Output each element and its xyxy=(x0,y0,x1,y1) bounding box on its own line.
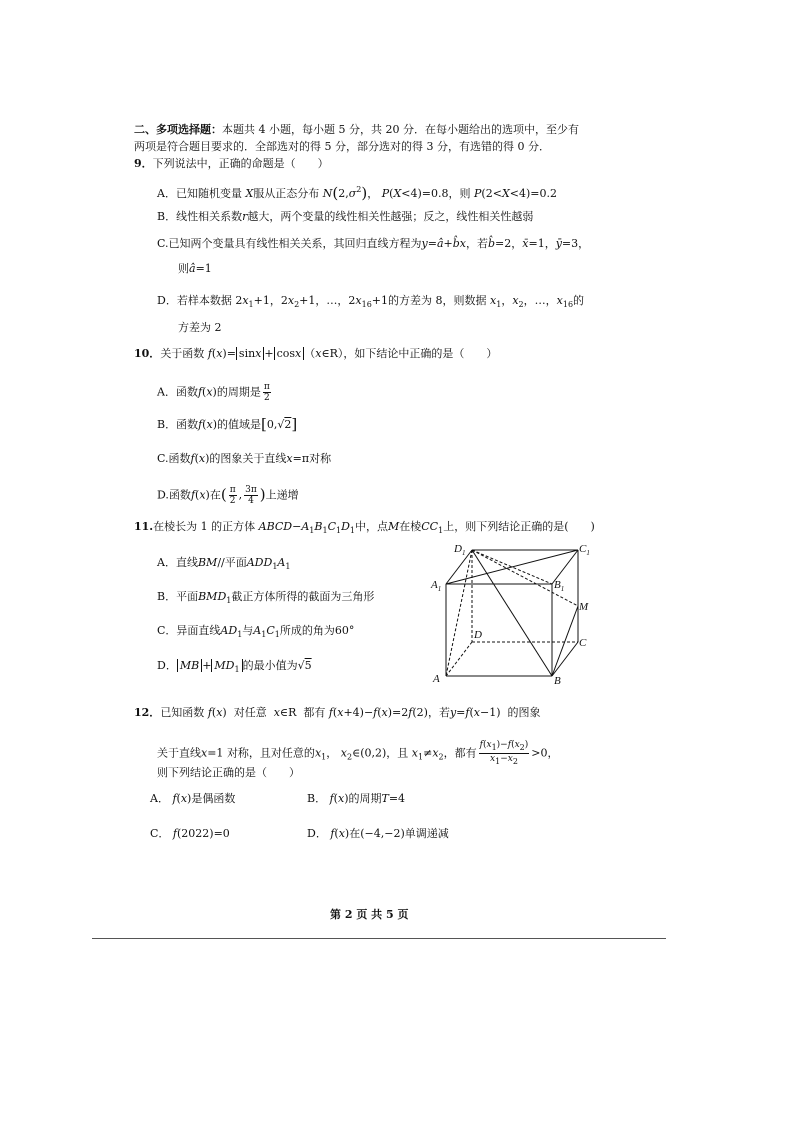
q10-c-text: 函数 xyxy=(168,452,191,465)
q9-option-c-cont: 则â=1 xyxy=(178,262,212,275)
label-C: C xyxy=(579,637,587,649)
q10-stem-1: 关于函数 xyxy=(160,347,205,360)
q10-stem-line: 10．关于函数 f(x)= sinx + cosx （x∈R），如下结论中正确的是（ ） xyxy=(134,347,498,360)
q11-stem-3: 在棱 xyxy=(399,520,422,533)
q10-number: 10． xyxy=(134,347,161,360)
q10-option-d: D.函数f(x)在( $\frac{\pi}{2}$ , $\frac{3\pi}{4}$ )上递增 xyxy=(157,485,299,506)
q10-option-c: C.函数f(x)的图象关于直线x=π对称 xyxy=(157,452,332,465)
q10-d-text: 函数 xyxy=(168,488,191,502)
label-B: B xyxy=(554,675,561,684)
q10-a-text: 函数 xyxy=(175,385,198,399)
q9-b-text-1: 线性相关系数 xyxy=(176,210,243,223)
q10-c-tail: 的图象关于直线 xyxy=(209,452,287,465)
label-B1: $B_1$ xyxy=(554,579,565,593)
q12-stem-5: 的图象 xyxy=(507,706,541,719)
q11-b-text-2: 截正方体所得的截面为三角形 xyxy=(231,590,375,603)
q10-stem-2: ，如下结论中正确的是（ ） xyxy=(343,347,498,360)
q11-option-b: B．平面$BMD_1$截正方体所得的截面为三角形 xyxy=(157,590,375,605)
q12-stem-line: 12．已知函数 f(x) 对任意 x∈R 都有 f(x+4)−f(x)=2f(2)，若y=f(x−1) 的图象 xyxy=(134,706,541,719)
q11-stem-4: 上，则下列结论正确的是( ) xyxy=(443,520,595,533)
q12-d-text-1: 在 xyxy=(349,827,361,840)
q9-option-a: A．已知随机变量 X服从正态分布 $N(2,\sigma^2)$， P(X<4)=0.8，则 P(2<X<4)=0.2 xyxy=(157,184,557,202)
q9-a-text: 已知随机变量 xyxy=(175,187,242,200)
q11-b-text-1: 平面 xyxy=(176,590,199,603)
section-instructions-2: 两项是符合题目要求的．全部选对的得 5 分，部分选对的得 3 分，有选错的得 0 分． xyxy=(134,140,550,153)
q11-c-label: C． xyxy=(157,624,177,637)
q9-stem-line xyxy=(134,156,329,172)
q11-a-text-1: 直线 xyxy=(175,556,198,569)
q10-b-label: B． xyxy=(157,418,177,431)
q12-option-b: B． f(x)的周期T=4 xyxy=(307,792,406,805)
label-A: A xyxy=(433,673,440,684)
q12-number: 12． xyxy=(134,706,161,719)
line-D1M xyxy=(472,550,578,606)
q11-d-label: D． xyxy=(157,659,177,672)
q12-b-label: B． xyxy=(307,792,327,805)
q10-c-label: C. xyxy=(157,452,169,465)
q12-d-text-2: 单调递减 xyxy=(404,827,449,840)
section-header-line-1 xyxy=(134,122,579,138)
q10-option-b: B．函数f(x)的值域是[0,√2] xyxy=(157,415,298,433)
q9-a-text-2: 服从正态分布 xyxy=(253,187,320,200)
section-title: 二、多项选择题： xyxy=(134,123,222,136)
q10-c-end: 对称 xyxy=(309,452,332,465)
q12-stem-1: 已知函数 xyxy=(160,706,205,719)
q12-line2-4: ，都有 xyxy=(443,746,477,760)
q10-option-a: A．函数f(x)的周期是 $\frac{\pi}{2}$ xyxy=(157,382,270,403)
q9-d-text-1: 若样本数据 xyxy=(176,294,232,307)
q11-option-a: A．直线BM//平面$ADD_1A_1$ xyxy=(157,556,291,571)
q9-a-text-3: ，则 xyxy=(448,187,471,200)
label-A1: $A_1$ xyxy=(431,579,442,593)
section-instructions-1: 本题共 4 小题，每小题 5 分，共 20 分．在每小题给出的选项中，至少有 xyxy=(222,123,579,136)
q12-option-d: D． f(x)在(−4,−2)单调递减 xyxy=(307,827,449,840)
q10-d-tail: 在 xyxy=(209,488,221,502)
q12-d-label: D． xyxy=(307,827,327,840)
q12-line2-2: 对称，且对任意的 xyxy=(226,746,315,760)
edge-BC xyxy=(552,642,578,676)
q9-option-b: B．线性相关系数r越大，两个变量的线性相关性越强；反之，线性相关性越弱 xyxy=(157,210,534,223)
q12-a-label: A． xyxy=(150,792,169,805)
q10-b-tail: 的值域是 xyxy=(216,418,261,431)
label-D: D xyxy=(474,629,482,641)
q12-option-c: C． f(2022)=0 xyxy=(150,827,230,840)
q11-b-label: B． xyxy=(157,590,177,603)
q9-b-label: B． xyxy=(157,210,177,223)
q9-c-label: C. xyxy=(157,237,169,250)
footer-divider xyxy=(92,938,666,939)
line-D1B xyxy=(472,550,552,676)
label-M: M xyxy=(579,601,589,613)
q9-d-text-3: 的 xyxy=(573,294,585,307)
q12-line-3: 则下列结论正确的是（ ） xyxy=(157,766,300,779)
line-BM xyxy=(552,606,578,676)
page-number: 第 2 页 共 5 页 xyxy=(330,908,409,921)
q11-option-c: C．异面直线$AD_1$与$A_1C_1$所成的角为60° xyxy=(157,624,355,639)
q11-stem-line: 11.在棱长为 1 的正方体 $ABCD-A_1B_1C_1D_1$中，点M在棱$CC_1$上，则下列结论正确的是( ) xyxy=(134,520,595,535)
q11-d-text: 的最小值为 xyxy=(242,659,298,672)
label-D1: $D_1$ xyxy=(454,543,466,557)
q12-stem-3: 都有 xyxy=(303,706,326,719)
q12-option-a: A． f(x)是偶函数 xyxy=(150,792,236,805)
q10-d-end: 上递增 xyxy=(265,488,299,502)
q11-a-text-2: 平面 xyxy=(224,556,247,569)
cube-figure xyxy=(428,538,598,684)
q9-a-label: A． xyxy=(157,187,176,200)
q12-line-2: 关于直线x=1 对称，且对任意的$x_1$， $x_2\in(0,2)$，且 $x_1\ne x_2$，都有 $\frac{f(x1)-f(x2)}{x1-x2}$ >0， xyxy=(157,740,559,766)
q12-line2-1: 关于直线 xyxy=(157,746,201,760)
q9-option-c: C.已知两个变量具有线性相关关系，其回归直线方程为y=â+b̂x，若b̂=2，x̄=1，ȳ=3， xyxy=(157,237,590,250)
q10-a-label: A． xyxy=(157,385,176,399)
q12-c-label: C． xyxy=(150,827,170,840)
q11-c-text-1: 异面直线 xyxy=(176,624,221,637)
label-C1: $C_1$ xyxy=(579,543,590,557)
q11-stem-1: 在棱长为 1 的正方体 xyxy=(153,520,256,533)
q9-d-text-2: 的方差为 8，则数据 xyxy=(388,294,487,307)
q9-d-label: D． xyxy=(157,294,177,307)
q10-b-text: 函数 xyxy=(176,418,199,431)
q12-stem-2: 对任意 xyxy=(233,706,267,719)
q12-a-text: 是偶函数 xyxy=(191,792,236,805)
q11-stem-2: 中，点 xyxy=(355,520,388,533)
q9-b-text-2: 越大，两个变量的线性相关性越强；反之，线性相关性越弱 xyxy=(247,210,534,223)
q11-option-d: D． MB + $MD_1$ 的最小值为√5 xyxy=(157,659,312,674)
q9-number: 9． xyxy=(134,157,153,170)
q9-option-d-cont: 方差为 2 xyxy=(178,321,222,334)
q11-c-text-3: 所成的角为 xyxy=(279,624,335,637)
q9-option-d: D．若样本数据 $2x_1+1$，$2x_2+1$，…，$2x_{16}+1$的方差为 8，则数据 $x_1$，$x_2$，…，$x_{16}$的 xyxy=(157,294,585,309)
q10-d-label: D. xyxy=(157,488,169,502)
q11-a-label: A． xyxy=(157,556,176,569)
q12-line2-3: ，且 xyxy=(386,746,409,760)
q9-stem: 下列说法中，正确的命题是（ ） xyxy=(152,157,329,170)
q11-c-text-2: 与 xyxy=(242,624,254,637)
q9-c-text-2: ，若 xyxy=(466,237,488,250)
line-AD1 xyxy=(446,550,472,676)
q12-b-text: 的周期 xyxy=(348,792,382,805)
q12-stem-4: ，若 xyxy=(427,706,450,719)
q11-number: 11. xyxy=(134,520,154,533)
q9-c-text-1: 已知两个变量具有线性相关关系，其回归直线方程为 xyxy=(168,237,422,250)
q10-a-tail: 的周期是 xyxy=(216,385,261,399)
q9-c-text-3: 则 xyxy=(178,262,189,275)
